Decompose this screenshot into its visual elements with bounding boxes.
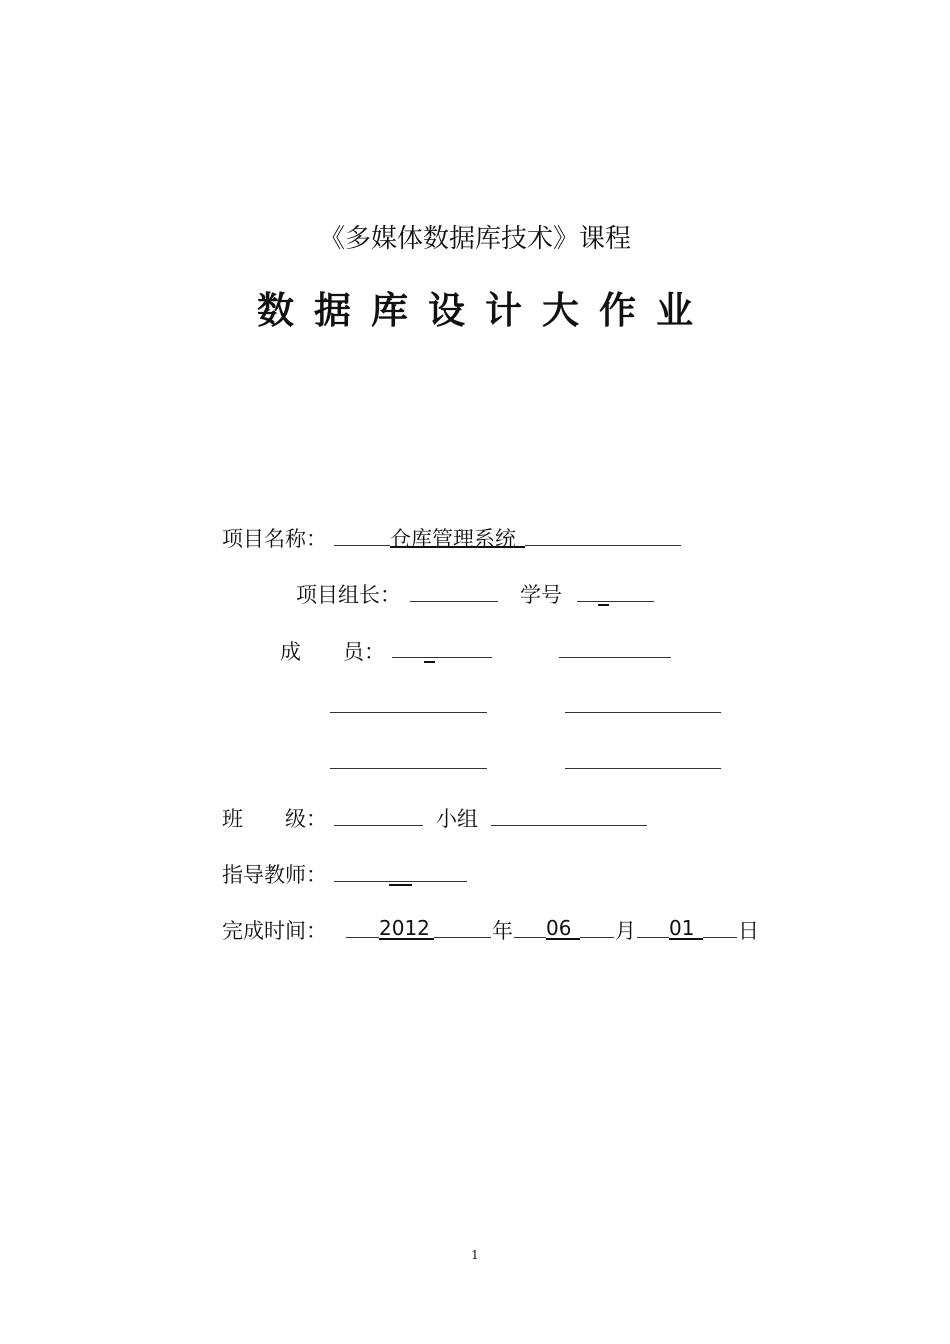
course-title: 《多媒体数据库技术》课程 <box>318 224 631 254</box>
member-underline-4 <box>565 712 721 713</box>
class-underline <box>334 825 423 826</box>
class-label: 班 级： <box>222 807 327 831</box>
member-underline-3 <box>330 712 487 713</box>
month-underline-right <box>580 937 614 938</box>
day-unit: 日 <box>738 919 759 943</box>
teacher-cursor-mark <box>389 884 412 886</box>
leader-underline <box>410 601 498 602</box>
project-name-underline-right <box>525 545 681 546</box>
month-value-underline <box>546 938 580 940</box>
project-name-underline-left <box>334 545 390 546</box>
year-value-underline <box>379 938 434 940</box>
project-name-value: 仓库管理系统 <box>390 527 516 551</box>
leader-label: 项目组长： <box>296 583 401 607</box>
month-underline-left <box>514 937 546 938</box>
year-unit: 年 <box>492 919 513 943</box>
student-id-underline <box>577 601 654 602</box>
member-cursor-mark <box>424 661 435 663</box>
members-label: 成 员： <box>280 640 385 664</box>
day-value-underline <box>669 938 703 940</box>
day-value: 01 <box>669 916 695 940</box>
member-underline-5 <box>330 768 487 769</box>
main-title: 数据库设计大作业 <box>257 289 713 332</box>
student-id-cursor-mark <box>598 604 609 606</box>
project-name-value-underline <box>390 546 525 548</box>
project-name-label: 项目名称： <box>222 527 327 551</box>
teacher-underline <box>334 881 467 882</box>
teacher-label: 指导教师： <box>222 863 327 887</box>
year-value: 2012 <box>379 916 430 940</box>
page-number: 1 <box>471 1248 479 1262</box>
month-unit: 月 <box>615 919 636 943</box>
month-value: 06 <box>546 916 572 940</box>
day-underline-right <box>703 937 737 938</box>
day-underline-left <box>637 937 669 938</box>
member-underline-1 <box>392 657 492 658</box>
member-underline-6 <box>565 768 721 769</box>
completion-label: 完成时间： <box>222 919 327 943</box>
group-underline <box>491 825 647 826</box>
group-label: 小组 <box>436 807 478 831</box>
year-underline-left <box>346 937 379 938</box>
member-underline-2 <box>559 657 671 658</box>
student-id-label: 学号 <box>520 583 562 607</box>
year-underline-right <box>434 937 491 938</box>
